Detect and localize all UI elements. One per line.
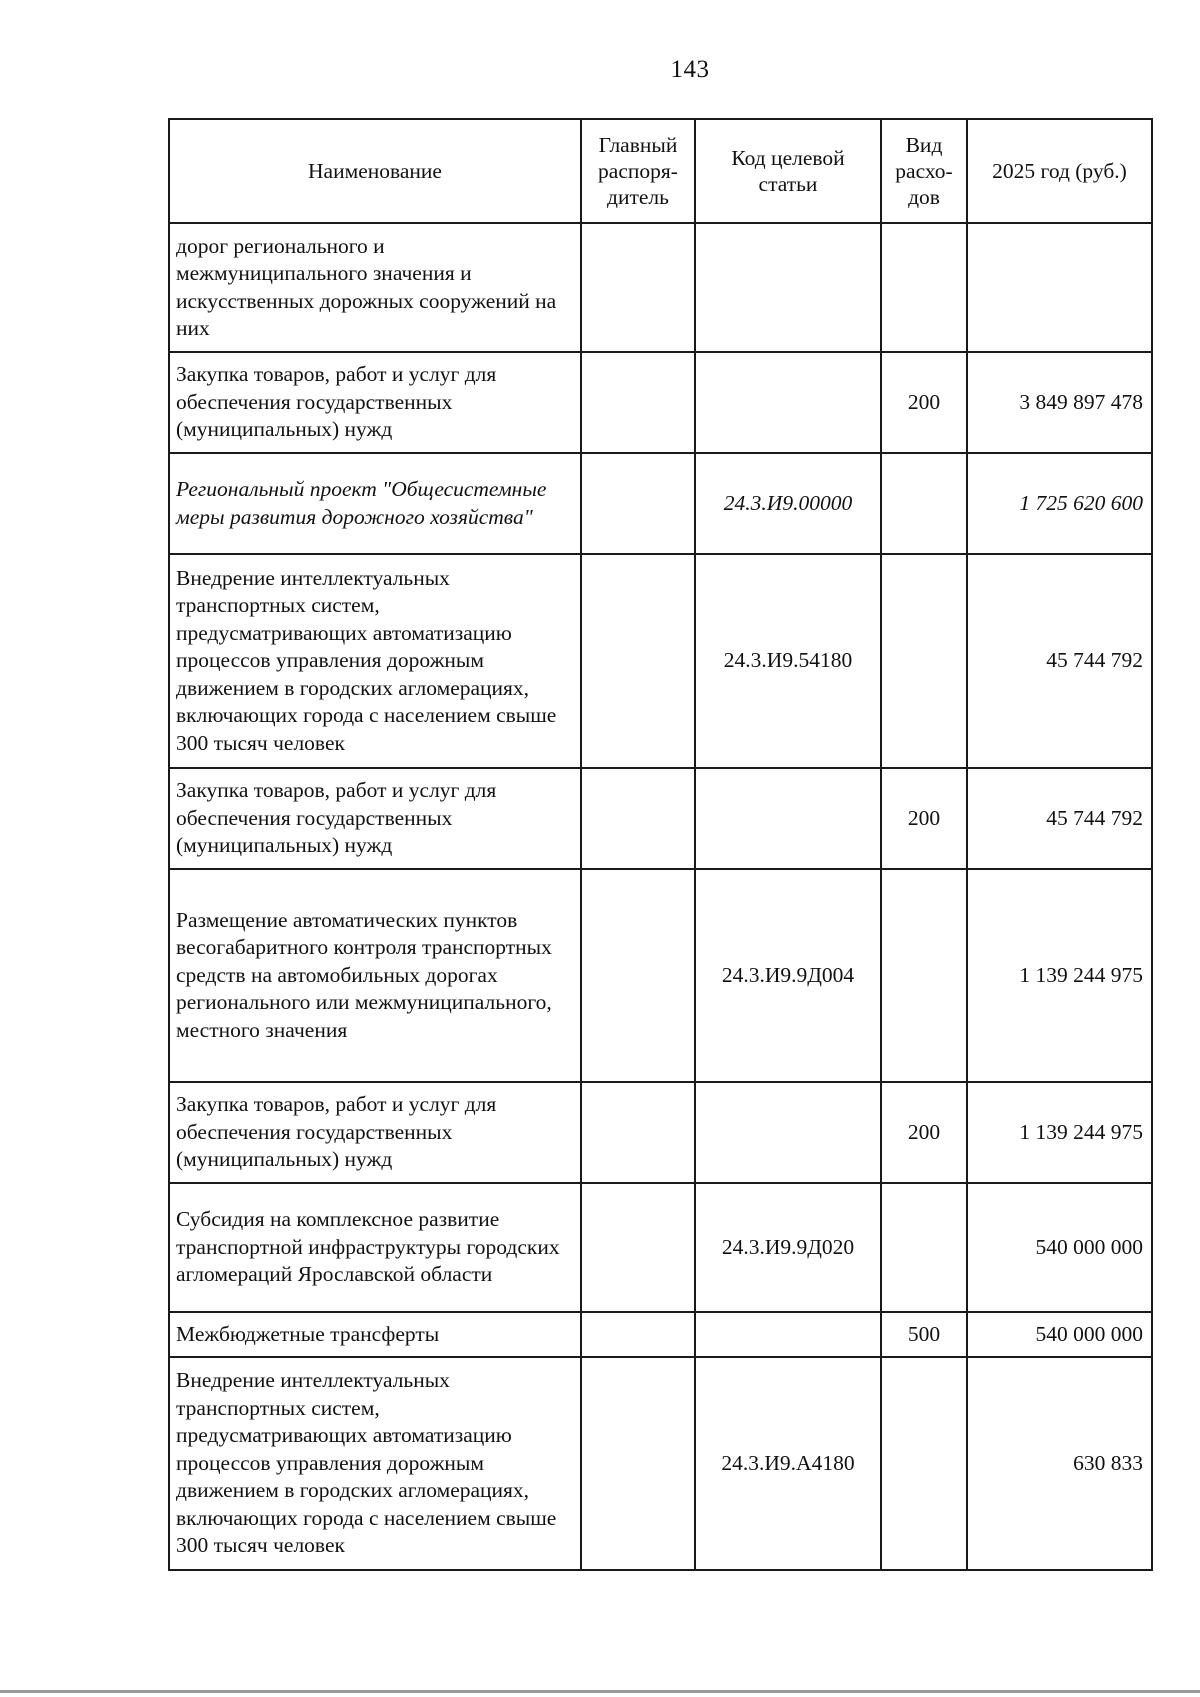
- scan-edge-line: [0, 1690, 1200, 1693]
- row-amount: 540 000 000: [967, 1312, 1152, 1357]
- row-expense-type: [881, 869, 967, 1082]
- row-target-code: 24.3.И9.9Д004: [695, 869, 881, 1082]
- row-expense-type: [881, 1183, 967, 1312]
- row-target-code: [695, 1312, 881, 1357]
- table-row: [169, 869, 1152, 1082]
- row-amount: 540 000 000: [967, 1183, 1152, 1312]
- row-main-manager: [581, 453, 695, 554]
- row-amount: 1 139 244 975: [967, 1082, 1152, 1183]
- row-main-manager: [581, 554, 695, 768]
- row-expense-type: 200: [881, 352, 967, 453]
- row-name: Субсидия на комплексное развитие транспортной инфраструктуры городских агломераций Ярославской области: [169, 1183, 581, 1312]
- row-amount: 45 744 792: [967, 554, 1152, 768]
- row-target-code: [695, 1082, 881, 1183]
- row-amount: 1 139 244 975: [967, 869, 1152, 1082]
- row-main-manager: [581, 223, 695, 352]
- row-expense-type: [881, 554, 967, 768]
- header-target-code: Код целевой статьи: [695, 119, 881, 223]
- row-main-manager: [581, 1312, 695, 1357]
- row-name: Закупка товаров, работ и услуг для обеспечения государственных (муниципальных) нужд: [169, 1082, 581, 1183]
- table-row: [169, 1183, 1152, 1312]
- row-name: Закупка товаров, работ и услуг для обеспечения государственных (муниципальных) нужд: [169, 768, 581, 869]
- table-row: [169, 554, 1152, 768]
- row-main-manager: [581, 869, 695, 1082]
- header-expense-type: Вид расхо-дов: [881, 119, 967, 223]
- table-row: [169, 1082, 1152, 1183]
- row-main-manager: [581, 352, 695, 453]
- row-name: Внедрение интеллектуальных транспортных систем, предусматривающих автоматизацию процессов управления дорожным движением в городских агломерациях, включающих города с населением свыше 300 тысяч человек: [169, 554, 581, 768]
- table-row: [169, 1357, 1152, 1570]
- row-name: Размещение автоматических пунктов весогабаритного контроля транспортных средств на автомобильных дорогах регионального или межмуниципального, местного значения: [169, 869, 581, 1082]
- row-expense-type: 500: [881, 1312, 967, 1357]
- row-name: Внедрение интеллектуальных транспортных систем, предусматривающих автоматизацию процессов управления дорожным движением в городских агломерациях, включающих города с населением свыше 300 тысяч человек: [169, 1357, 581, 1570]
- page-number: 143: [670, 56, 710, 83]
- row-target-code: [695, 768, 881, 869]
- row-target-code: 24.3.И9.9Д020: [695, 1183, 881, 1312]
- row-name: Региональный проект "Общесистемные меры развития дорожного хозяйства": [169, 453, 581, 554]
- row-amount: 45 744 792: [967, 768, 1152, 869]
- row-expense-type: 200: [881, 768, 967, 869]
- row-expense-type: [881, 1357, 967, 1570]
- row-main-manager: [581, 1357, 695, 1570]
- row-amount: 1 725 620 600: [967, 453, 1152, 554]
- header-main-manager: Главный распоря-дитель: [581, 119, 695, 223]
- table-row: [169, 768, 1152, 869]
- row-target-code: [695, 352, 881, 453]
- table-row-regional-project: [169, 453, 1152, 554]
- row-name: Закупка товаров, работ и услуг для обеспечения государственных (муниципальных) нужд: [169, 352, 581, 453]
- row-target-code: 24.3.И9.А4180: [695, 1357, 881, 1570]
- row-expense-type: [881, 453, 967, 554]
- row-name: Межбюджетные трансферты: [169, 1312, 581, 1357]
- row-main-manager: [581, 1082, 695, 1183]
- row-target-code: [695, 223, 881, 352]
- row-expense-type: [881, 223, 967, 352]
- row-target-code: 24.3.И9.54180: [695, 554, 881, 768]
- table-row: [169, 223, 1152, 352]
- header-amount: 2025 год (руб.): [967, 119, 1152, 223]
- table-row: [169, 1312, 1152, 1357]
- row-main-manager: [581, 1183, 695, 1312]
- row-amount: [967, 223, 1152, 352]
- table-header-row: [169, 119, 1152, 223]
- header-name: Наименование: [169, 119, 581, 223]
- table-row: [169, 352, 1152, 453]
- row-main-manager: [581, 768, 695, 869]
- row-expense-type: 200: [881, 1082, 967, 1183]
- row-amount: 630 833: [967, 1357, 1152, 1570]
- row-target-code: 24.3.И9.00000: [695, 453, 881, 554]
- budget-table: [168, 118, 1153, 1571]
- row-amount: 3 849 897 478: [967, 352, 1152, 453]
- row-name: дорог регионального и межмуниципального значения и искусственных дорожных сооружений на них: [169, 223, 581, 352]
